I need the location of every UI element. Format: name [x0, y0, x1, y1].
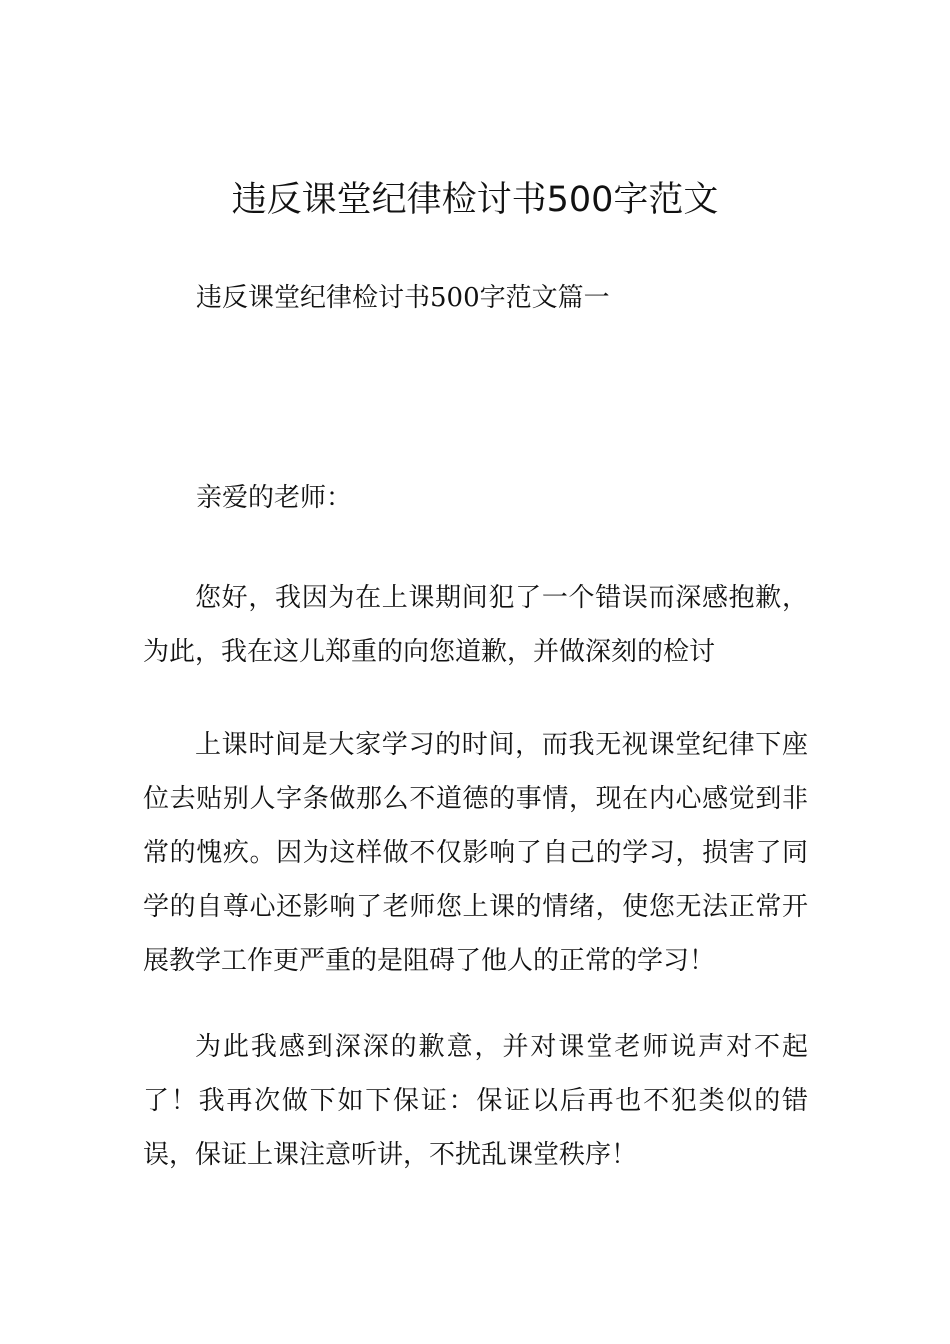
salutation: 亲爱的老师： [196, 483, 353, 513]
document-title: 违反课堂纪律检讨书500字范文 [231, 180, 719, 220]
paragraph-reflection: 上课时间是大家学习的时间，而我无视课堂纪律下座位去贴别人字条做那么不道德的事情，现在内心感觉到非常的愧疚。因为这样做不仅影响了自己的学习，损害了同学的自尊心还影响了老师您上课的情绪，使您无法正常开展教学工作更严重的是阻碍了他人的正常的学习！ [143, 730, 808, 976]
paragraph-promise: 为此我感到深深的歉意，并对课堂老师说声对不起了！我再次做下如下保证：保证以后再也不犯类似的错误，保证上课注意听讲，不扰乱课堂秩序！ [143, 1032, 808, 1170]
section-heading: 违反课堂纪律检讨书500字范文篇一 [196, 283, 610, 313]
paragraph-apology: 您好，我因为在上课期间犯了一个错误而深感抱歉，为此，我在这儿郑重的向您道歉，并做深刻的检讨 [143, 583, 808, 667]
